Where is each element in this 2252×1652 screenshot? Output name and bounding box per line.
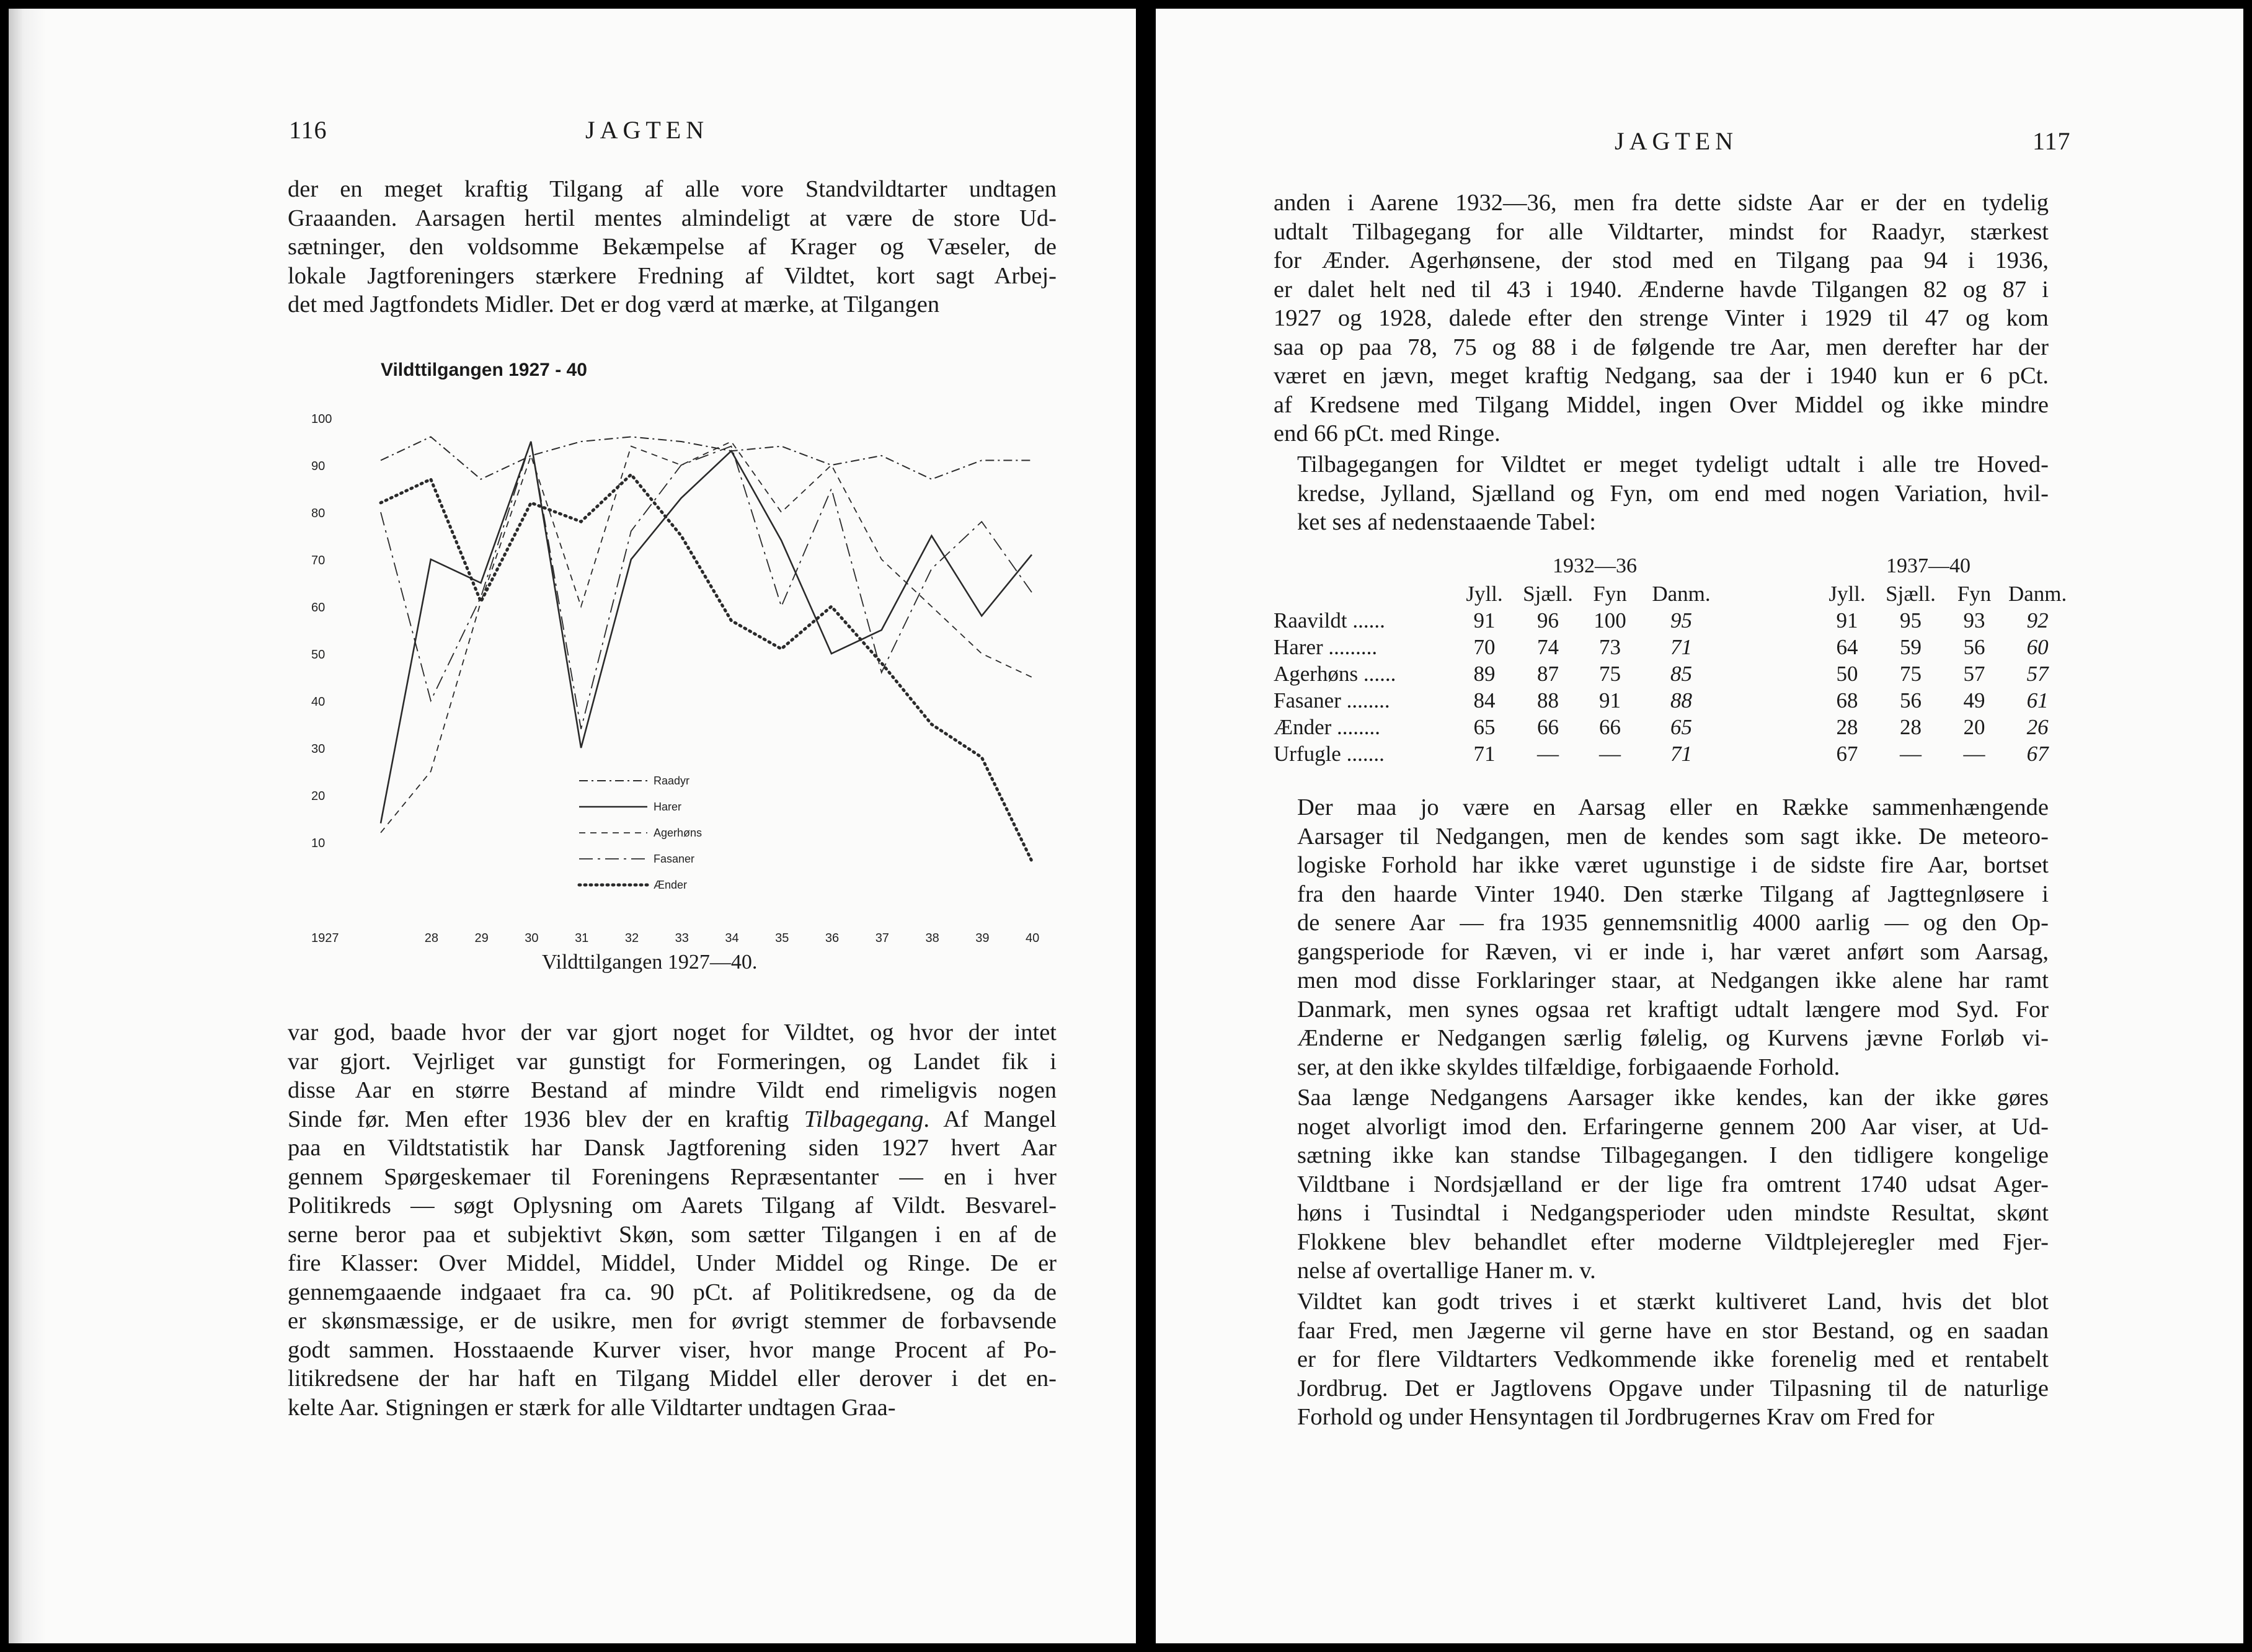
row-label: Ænder ........ [1274, 714, 1381, 739]
text-line: noget alvorligt imod den. Erfaringerne gennem 200 Aar viser, at Ud- [1297, 1113, 2049, 1140]
y-tick-label: 90 [311, 460, 326, 473]
y-tick-label: 80 [311, 507, 326, 520]
chart-title: Vildttilgangen 1927 - 40 [381, 360, 587, 380]
paragraph-3 [1274, 793, 2049, 1081]
series-line-fasaner [381, 442, 1032, 729]
column-header: Danm. [1652, 581, 1711, 606]
table-cell: 71 [1473, 741, 1496, 766]
text-fragment: . Af Mangel [923, 1106, 1057, 1132]
paragraph-top [288, 175, 1057, 319]
y-tick-label: 100 [311, 412, 332, 426]
table-cell: 67 [2026, 741, 2049, 766]
table-header-row [1274, 580, 2067, 607]
table-cell: 61 [2026, 688, 2049, 713]
column-header: Jyll. [1466, 581, 1503, 606]
row-label: Urfugle ....... [1274, 741, 1385, 766]
y-tick-label: 60 [311, 601, 326, 615]
table-cell: 89 [1473, 661, 1496, 686]
text-line: Politikreds — søgt Oplysning om Aarets Tilgang af Vildt. Besvarel- [288, 1192, 1057, 1219]
text-line: var gjort. Vejrliget var gunstigt for Formeringen, og Landet fik i [288, 1048, 1057, 1075]
table-cell: 20 [1963, 714, 1985, 739]
text-line: logiske Forhold har ikke været ugunstige i de sidste fire Aar, bortset [1297, 852, 2049, 878]
column-gap [1723, 714, 1813, 740]
x-tick-label: 30 [525, 931, 539, 945]
table-corner [1274, 580, 1453, 607]
x-tick-label: 40 [1026, 931, 1040, 945]
table-cell: 84 [1473, 688, 1496, 713]
text-line: Jordbrug. Det er Jagtlovens Opgave under Tilpasning til de naturlige [1297, 1375, 2049, 1401]
y-tick-label: 30 [311, 742, 326, 756]
legend-label: Harer [654, 801, 682, 813]
running-head-left: JAGTEN [585, 116, 709, 144]
table-cell: 57 [2026, 661, 2049, 686]
table-cell: 96 [1537, 608, 1559, 633]
table-row [1274, 607, 2067, 634]
text-line: gennemgaaende indgaaet fra ca. 90 pCt. af Politikredsene, og da de [288, 1279, 1057, 1305]
text-line: fire Klasser: Over Middel, Middel, Under Middel og Ringe. De er [288, 1250, 1057, 1276]
paragraph-1 [1274, 189, 2049, 448]
text-line: Ænderne er Nedgangen særlig følelig, og Kurvens jævne Forløb vi- [1297, 1025, 2049, 1051]
column-gap [1723, 580, 1813, 607]
text-line: disse Aar en større Bestand af mindre Vildt end rimeligvis nogen [288, 1077, 1057, 1103]
text-line: 1927 og 1928, dalede efter den strenge Vinter i 1929 til 47 og kom [1274, 305, 2049, 331]
legend-label: Raadyr [654, 775, 690, 787]
table-cell: 59 [1900, 634, 1922, 659]
text-line: ket ses af nedenstaaende Tabel: [1297, 509, 1596, 535]
text-line: var god, baade hvor der var gjort noget for Vildtet, og hvor der intet [288, 1019, 1057, 1046]
text-line: er for flere Vildtarters Vedkommende ikke forenelig med et rentabelt [1297, 1346, 2049, 1372]
table-cell: 91 [1599, 688, 1621, 713]
series-line-agerhøns [381, 442, 1032, 833]
table-row [1274, 687, 2067, 714]
paragraph-4 [1274, 1083, 2049, 1286]
text-line: saa op paa 78, 75 og 88 i de følgende tre Aar, men derefter har der [1274, 334, 2049, 360]
table-cell: 56 [1900, 688, 1922, 713]
text-line: gennem Spørgeskemaer til Foreningens Repræsentanter — en i hver [288, 1163, 1057, 1190]
left-page [9, 9, 1136, 1643]
column-gap [1723, 687, 1813, 714]
table-cell: 60 [2026, 634, 2049, 659]
table-cell: — [1599, 741, 1621, 766]
line-chart [300, 344, 1063, 964]
table-period-b: 1937—40 [1886, 554, 1970, 577]
text-line: litikredsene der har haft en Tilgang Middel eller derover i det en- [288, 1366, 1057, 1392]
text-line: er skønsmæssige, er de usikre, men for øvrigt stemmer de forbavsende [288, 1308, 1057, 1334]
text-line: det med Jagtfondets Midler. Det er dog værd at mærke, at Tilgangen [288, 291, 940, 318]
text-line: gangsperiode for Ræven, vi er inde i, har været anført som Aarsag, [1297, 938, 2049, 965]
table-cell: 50 [1836, 661, 1858, 686]
text-line: Sinde før. Men efter 1936 blev der en kraftig Tilbagegang. Af Mangel [288, 1106, 1057, 1132]
text-line: sætninger, den voldsomme Bekæmpelse af Krager og Væseler, de [288, 234, 1057, 260]
column-header: Jyll. [1829, 581, 1866, 606]
text-line: nelse af overtallige Haner m. v. [1297, 1258, 1596, 1284]
running-head-right: JAGTEN [1615, 127, 1739, 155]
text-line: godt sammen. Hosstaaende Kurver viser, hvor mange Procent af Po- [288, 1336, 1057, 1363]
table-cell: 56 [1963, 634, 1985, 659]
table-cell: 68 [1836, 688, 1858, 713]
x-tick-label: 1927 [311, 931, 339, 945]
table-cell: 66 [1537, 714, 1559, 739]
table-cell: 93 [1963, 608, 1985, 633]
table-period-a: 1932—36 [1553, 554, 1637, 577]
table-row [1274, 660, 2067, 687]
text-line: Danmark, men synes ogsaa ret kraftigt udtalt længere mod Syd. For [1297, 996, 2049, 1023]
column-header: Sjæll. [1523, 581, 1573, 606]
table-cell: 64 [1836, 634, 1858, 659]
text-line: ser, at den ikke skyldes tilfældige, forbigaaende Forhold. [1297, 1054, 1840, 1080]
column-gap [1723, 634, 1813, 660]
text-line: Der maa jo være en Aarsag eller en Række sammenhængende [1297, 794, 2049, 820]
stats-table [1274, 580, 2067, 767]
row-label: Harer ......... [1274, 634, 1378, 659]
x-tick-label: 34 [725, 931, 739, 945]
table-cell: 87 [1537, 661, 1559, 686]
figure-caption: Vildttilgangen 1927—40. [542, 951, 758, 974]
text-line: Vildtet kan godt trives i et stærkt kultiveret Land, hvis det blot [1297, 1289, 2049, 1315]
table-cell: 28 [1836, 714, 1858, 739]
x-tick-label: 38 [925, 931, 939, 945]
text-line: Tilbagegangen for Vildtet er meget tydeligt udtalt i alle tre Hoved- [1297, 451, 2049, 477]
column-gap [1723, 607, 1813, 634]
table-cell: 88 [1670, 688, 1692, 713]
table-cell: 57 [1963, 661, 1985, 686]
text-line: Flokkene blev behandlet efter moderne Vildtplejeregler med Fjer- [1297, 1228, 2049, 1255]
column-header: Sjæll. [1886, 581, 1936, 606]
x-tick-label: 28 [424, 931, 439, 945]
page-edge-shadow [9, 9, 46, 1643]
text-line: kredse, Jylland, Sjælland og Fyn, om end med nogen Variation, hvil- [1297, 480, 2049, 507]
x-tick-label: 35 [775, 931, 789, 945]
text-line: været en jævn, meget kraftig Nedgang, saa der i 1940 kun er 6 pCt. [1274, 363, 2049, 389]
text-line: for Ænder. Agerhønsene, der stod med en Tilgang paa 94 i 1936, [1274, 247, 2049, 273]
table-cell: 65 [1473, 714, 1496, 739]
table-cell: 92 [2026, 608, 2049, 633]
italic-word: Tilbagegang [789, 1106, 924, 1132]
table-cell: 88 [1537, 688, 1559, 713]
text-line: faar Fred, men Jægerne vil gerne have en stor Bestand, og en saadan [1297, 1317, 2049, 1344]
table-cell: 75 [1900, 661, 1922, 686]
text-line: høns i Tusindtal i Nedgangsperioder uden mindste Resultat, skønt [1297, 1200, 2049, 1226]
row-label: Agerhøns ...... [1274, 661, 1396, 686]
series-line-harer [381, 442, 1032, 824]
table-row [1274, 714, 2067, 740]
text-line: fra den haarde Vinter 1940. Den stærke Tilgang af Jagttegnløsere i [1297, 881, 2049, 907]
paragraph-2 [1274, 450, 2049, 537]
text-line: Aarsager til Nedgangen, men de kendes som sagt ikke. De meteoro- [1297, 823, 2049, 850]
table-cell: 70 [1473, 634, 1496, 659]
x-tick-label: 36 [825, 931, 840, 945]
legend-label: Agerhøns [654, 827, 703, 839]
table-cell: 66 [1599, 714, 1621, 739]
legend-label: Fasaner [654, 853, 695, 865]
table-cell: 67 [1836, 741, 1858, 766]
text-line: serne beror paa et subjektivt Skøn, som sætter Tilgangen i en af de [288, 1221, 1057, 1248]
text-line: udtalt Tilbagegang for alle Vildtarter, mindst for Raadyr, stærkest [1274, 218, 2049, 245]
column-header: Fyn [1593, 581, 1627, 606]
x-tick-label: 33 [675, 931, 689, 945]
row-label: Fasaner ........ [1274, 688, 1390, 713]
text-line: Forhold og under Hensyntagen til Jordbrugernes Krav om Fred for [1297, 1404, 1935, 1430]
x-tick-label: 32 [624, 931, 639, 945]
table-cell: 91 [1473, 608, 1496, 633]
x-tick-label: 29 [474, 931, 489, 945]
table-cell: 73 [1599, 634, 1621, 659]
column-header: Fyn [1957, 581, 1992, 606]
text-line: kelte Aar. Stigningen er stærk for alle Vildtarter undtagen Graa- [288, 1394, 896, 1421]
column-gap [1723, 660, 1813, 687]
text-line: er dalet helt ned til 43 i 1940. Ænderne havde Tilgangen 82 og 87 i [1274, 276, 2049, 303]
table-cell: 91 [1836, 608, 1858, 633]
text-line: paa en Vildtstatistik har Dansk Jagtforening siden 1927 hvert Aar [288, 1135, 1057, 1161]
y-tick-label: 50 [311, 648, 326, 662]
text-line: lokale Jagtforeningers stærkere Fredning af Vildtet, kort sagt Arbej- [288, 262, 1057, 289]
series-line-ænder [381, 474, 1032, 861]
table-cell: 71 [1670, 741, 1692, 766]
x-tick-label: 37 [875, 931, 889, 945]
table-cell: 71 [1670, 634, 1692, 659]
table-cell: 26 [2026, 714, 2049, 739]
page-number-right: 117 [2033, 127, 2071, 155]
x-tick-label: 39 [975, 931, 990, 945]
series-line-raadyr [381, 437, 1032, 479]
text-line: anden i Aarene 1932—36, men fra dette sidste Aar er der en tydelig [1274, 190, 2049, 216]
text-line: Graaanden. Aarsagen hertil mentes almindeligt at være de store Ud- [288, 205, 1057, 231]
right-page [1156, 9, 2243, 1643]
column-gap [1723, 740, 1813, 767]
table-cell: 65 [1670, 714, 1692, 739]
text-line: de senere Aar — fra 1935 gennemsnitlig 4000 aarlig — og den Op- [1297, 910, 2049, 936]
table-cell: 74 [1537, 634, 1559, 659]
y-tick-label: 70 [311, 554, 326, 567]
y-tick-label: 10 [311, 837, 326, 850]
text-line: end 66 pCt. med Ringe. [1274, 420, 1501, 446]
text-line: der en meget kraftig Tilgang af alle vore Standvildtarter undtagen [288, 176, 1057, 202]
text-line: af Kredsene med Tilgang Middel, ingen Over Middel og ikke mindre [1274, 391, 2049, 418]
y-tick-label: 20 [311, 789, 326, 803]
table-row [1274, 634, 2067, 660]
table-cell: — [1900, 741, 1922, 766]
x-tick-label: 31 [575, 931, 589, 945]
table-cell: 85 [1670, 661, 1692, 686]
table-cell: 28 [1900, 714, 1922, 739]
paragraph-5 [1274, 1287, 2049, 1432]
text-line: Saa længe Nedgangens Aarsager ikke kendes, kan der ikke gøres [1297, 1085, 2049, 1111]
page-number-left: 116 [289, 116, 327, 144]
table-cell: — [1963, 741, 1985, 766]
table-cell: — [1537, 741, 1559, 766]
table-cell: 95 [1670, 608, 1692, 633]
row-label: Raavildt ...... [1274, 608, 1385, 633]
text-line: Vildtbane i Nordsjælland er der lige fra omtrent 1740 udsat Ager- [1297, 1171, 2049, 1197]
text-line: sætning ikke kan standse Tilbagegangen. I den tidligere kongelige [1297, 1142, 2049, 1168]
legend-label: Ænder [654, 879, 688, 891]
table-cell: 100 [1594, 608, 1626, 633]
table-cell: 75 [1599, 661, 1621, 686]
table-cell: 49 [1963, 688, 1985, 713]
y-tick-label: 40 [311, 695, 326, 709]
table-cell: 95 [1900, 608, 1922, 633]
column-header: Danm. [2008, 581, 2067, 606]
paragraph-bottom [288, 1018, 1057, 1422]
table-row [1274, 740, 2067, 767]
text-line: men mod disse Forklaringer staar, at Nedgangen ikke alene har ramt [1297, 967, 2049, 993]
